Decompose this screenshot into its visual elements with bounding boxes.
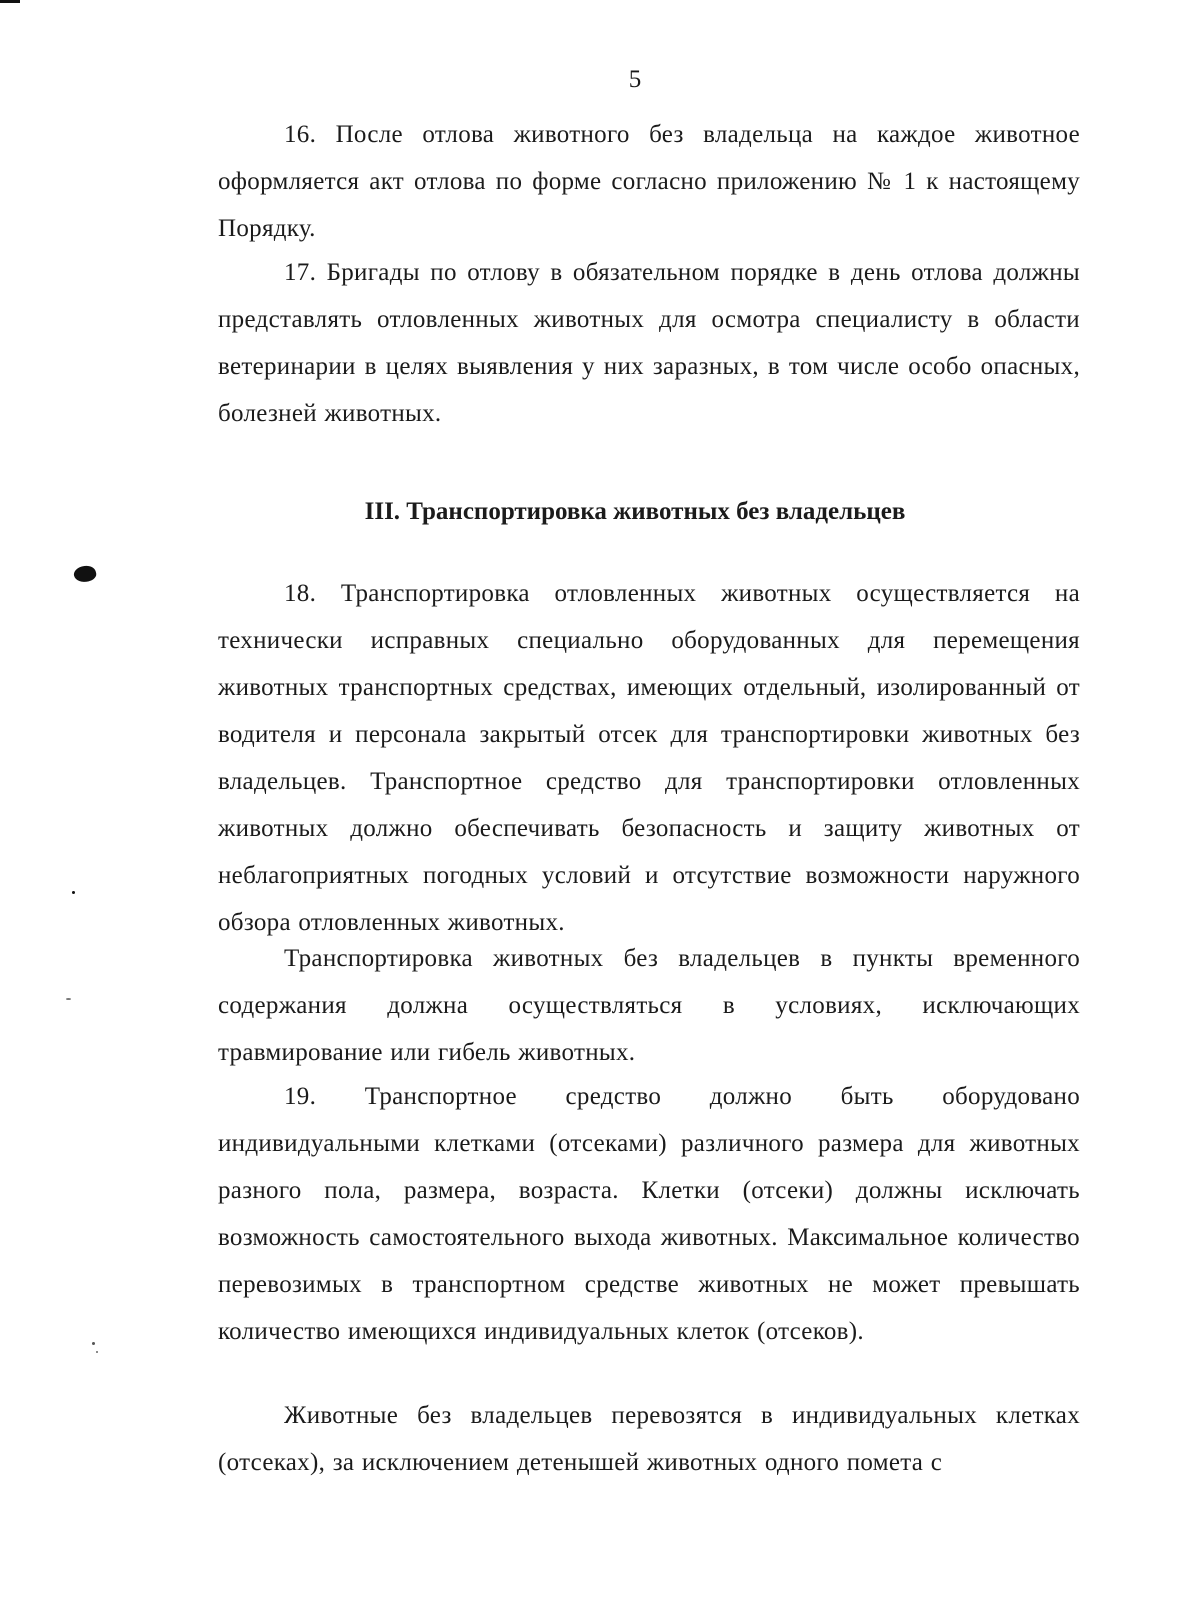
paragraph-17: 17. Бригады по отлову в обязательном порядке в день отлова должны представлять отловленных животных для осмотра специалисту в области ветеринарии в целях выявления у них заразных, в том числе особо опасных, болезней животных.: [218, 259, 1080, 427]
scan-speck: [72, 563, 97, 584]
scan-speck: [72, 891, 75, 894]
scan-corner-mark: [0, 0, 20, 3]
scan-speck: [92, 1342, 95, 1345]
paragraph-19: 19. Транспортное средство должно быть оборудовано индивидуальными клетками (отсеками) различного размера для животных разного пола, размера, возраста. Клетки (отсеки) должны исключать возможность самостоятельного выхода животных. Максимальное количество перевозимых в транспортном средстве животных не может превышать количество имеющихся индивидуальных клеток (отсеков).: [218, 1083, 1080, 1345]
paragraph-18-continued: Транспортировка животных без владельцев в пункты временного содержания должна осуществляться в условиях, исключающих травмирование или гибель животных.: [218, 945, 1080, 1066]
scan-speck: [66, 998, 71, 1000]
section-heading: III. Транспортировка животных без владельцев: [364, 498, 906, 525]
paragraph-16: 16. После отлова животного без владельца на каждое животное оформляется акт отлова по форме согласно приложению № 1 к настоящему Порядку.: [218, 121, 1080, 242]
scan-speck: [96, 1351, 98, 1353]
page-number: 5: [628, 66, 642, 93]
paragraph-18: 18. Транспортировка отловленных животных осуществляется на технически исправных специально оборудованных для перемещения животных транспортных средствах, имеющих отдельный, изолированный от водителя и персонала закрытый отсек для транспортировки животных без владельцев. Транспортное средство для транспортировки отловленных животных должно обеспечивать безопасность и защиту животных от неблагоприятных погодных условий и отсутствие возможности наружного обзора отловленных животных.: [218, 580, 1080, 936]
paragraph-19-continued: Животные без владельцев перевозятся в индивидуальных клетках (отсеках), за исключением детенышей животных одного помета с: [218, 1402, 1080, 1476]
